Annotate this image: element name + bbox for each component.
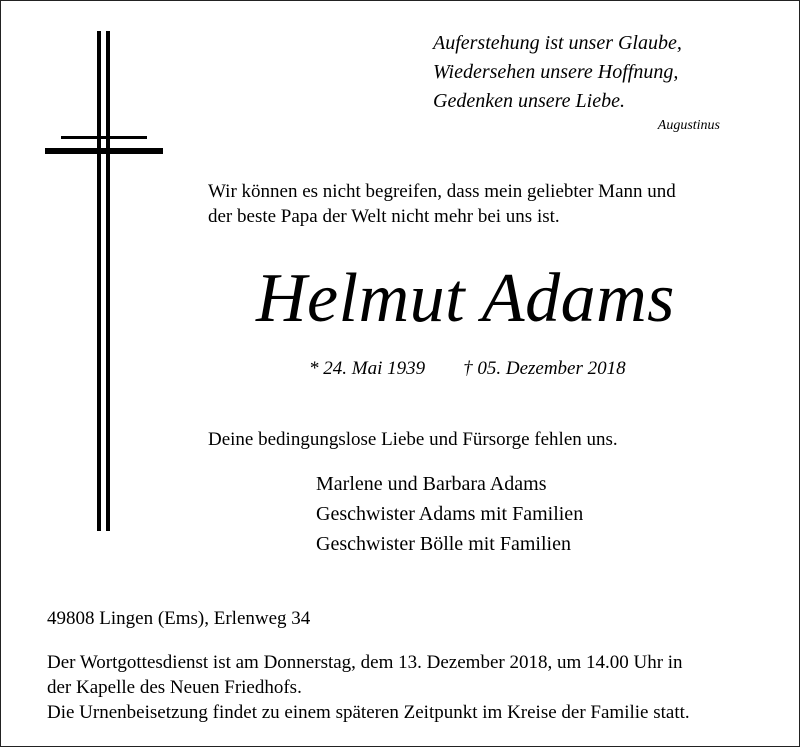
mourner-entry: Marlene und Barbara Adams (316, 473, 547, 495)
cross-icon (41, 31, 167, 531)
quote-line: Gedenken unsere Liebe. (433, 90, 625, 112)
life-dates (309, 358, 626, 380)
service-line: Der Wortgottesdienst ist am Donnerstag, dem 13. Dezember 2018, um 14.00 Uhr in (47, 652, 683, 673)
memorial-quote (433, 29, 682, 116)
deceased-name: Helmut Adams (256, 260, 675, 337)
quote-author: Augustinus (657, 118, 720, 133)
mourner-entry: Geschwister Bölle mit Familien (316, 533, 571, 555)
birth-date: * 24. Mai 1939 (309, 358, 426, 379)
address-text: 49808 Lingen (Ems), Erlenweg 34 (47, 608, 311, 629)
mourner-entry: Geschwister Adams mit Familien (316, 503, 584, 525)
mourners-list (316, 469, 583, 559)
service-info (47, 650, 683, 700)
burial-info: Die Urnenbeisetzung findet zu einem späteren Zeitpunkt im Kreise der Familie statt. (47, 702, 690, 723)
intro-text (208, 179, 676, 229)
death-date: † 05. Dezember 2018 (463, 358, 626, 379)
quote-line: Auferstehung ist unser Glaube, (433, 32, 682, 54)
quote-line: Wiedersehen unsere Hoffnung, (433, 61, 679, 83)
intro-line: Wir können es nicht begreifen, dass mein geliebter Mann und (208, 181, 676, 202)
service-line: der Kapelle des Neuen Friedhofs. (47, 677, 302, 698)
intro-line: der beste Papa der Welt nicht mehr bei uns ist. (208, 206, 560, 227)
farewell-text: Deine bedingungslose Liebe und Fürsorge fehlen uns. (208, 429, 618, 450)
